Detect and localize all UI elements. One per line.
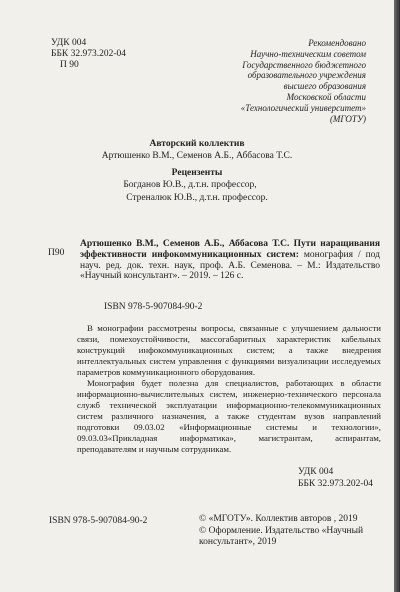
footer-bbk: ББК 32.973.202-04	[298, 479, 374, 489]
recommendation-line: образовательного учреждения	[247, 70, 366, 81]
recommendation-line: Государственного бюджетного	[242, 59, 366, 70]
bibliographic-title: Артюшенко В.М., Семенов А.Б., Аббасова Т.С. Пути наращивания эффективности инфокоммуникационных систем:	[80, 239, 380, 260]
bbk-code: ББК 32.973.202-04	[51, 49, 127, 59]
udk-code: УДК 004	[51, 38, 87, 48]
page-edge-shadow	[394, 0, 400, 592]
isbn-top: ISBN 978-5-907084-90-2	[104, 302, 203, 312]
reviewers-heading: Рецензенты	[171, 168, 223, 178]
abstract-paragraph: В монографии рассмотрены вопросы, связанные с улучшением дальности связи, помехоустойчивости, массогабаритных характеристик кабельных конструкций инфокоммуникационных систем; а также внедрения интеллектуальных систем управления с функциями визуализации исследуемых параметров коммуникационного оборудования.	[77, 323, 381, 377]
recommendation-block	[218, 38, 366, 124]
bibliographic-details: монография / под науч. ред. док. техн. наук, проф. А.Б. Семенова. – М.: Издательство «Научный консультант». – 2019. – 126 с.	[80, 249, 380, 282]
classification-codes	[51, 38, 126, 71]
recommendation-line: «Технологический университет»	[240, 102, 366, 113]
recommendation-line: высшего образования	[283, 81, 366, 92]
recommendation-line: (МГОТУ)	[329, 113, 366, 124]
footer-codes	[298, 466, 373, 490]
copyright-line: © Оформление. Издательство «Научный консультант», 2019	[199, 525, 364, 547]
footer-udk: УДК 004	[298, 467, 334, 477]
recommendation-line: Научно-техническим советом	[250, 48, 366, 59]
isbn-bottom: ISBN 978-5-907084-90-2	[49, 516, 148, 526]
recommendation-line: Рекомендовано	[308, 38, 366, 48]
reviewer-1: Богданов Ю.В., д.т.н. профессор,	[123, 180, 257, 190]
bibliographic-record	[80, 239, 380, 282]
copyright-block	[199, 514, 384, 549]
copyright-line: © «МГОТУ». Коллектив авторов , 2019	[199, 514, 358, 524]
bibliographic-code: П90	[48, 248, 65, 258]
authors-names: Артюшенко В.М., Семенов А.Б., Аббасова Т.С.	[101, 151, 293, 161]
abstract-paragraph: Монография будет полезна для специалистов, работающих в области информационно-вычислительных систем, инженерно-технического персонала служб технической эксплуатации информационно-телекоммуникационных систем различного назначения, а также студентам вузов направлений подготовки 09.03.02 «Информационные системы и технологии», 09.03.03«Прикладная информатика», магистрантам, аспирантам, преподавателям и научным сотрудникам.	[77, 378, 381, 454]
author-sign: П 90	[60, 60, 79, 70]
authors-heading: Авторский коллектив	[149, 139, 245, 149]
reviewer-2: Стреналюк Ю.В., д.т.н. профессор.	[126, 193, 268, 203]
recommendation-line: Московской области	[286, 91, 366, 102]
abstract	[77, 323, 381, 455]
